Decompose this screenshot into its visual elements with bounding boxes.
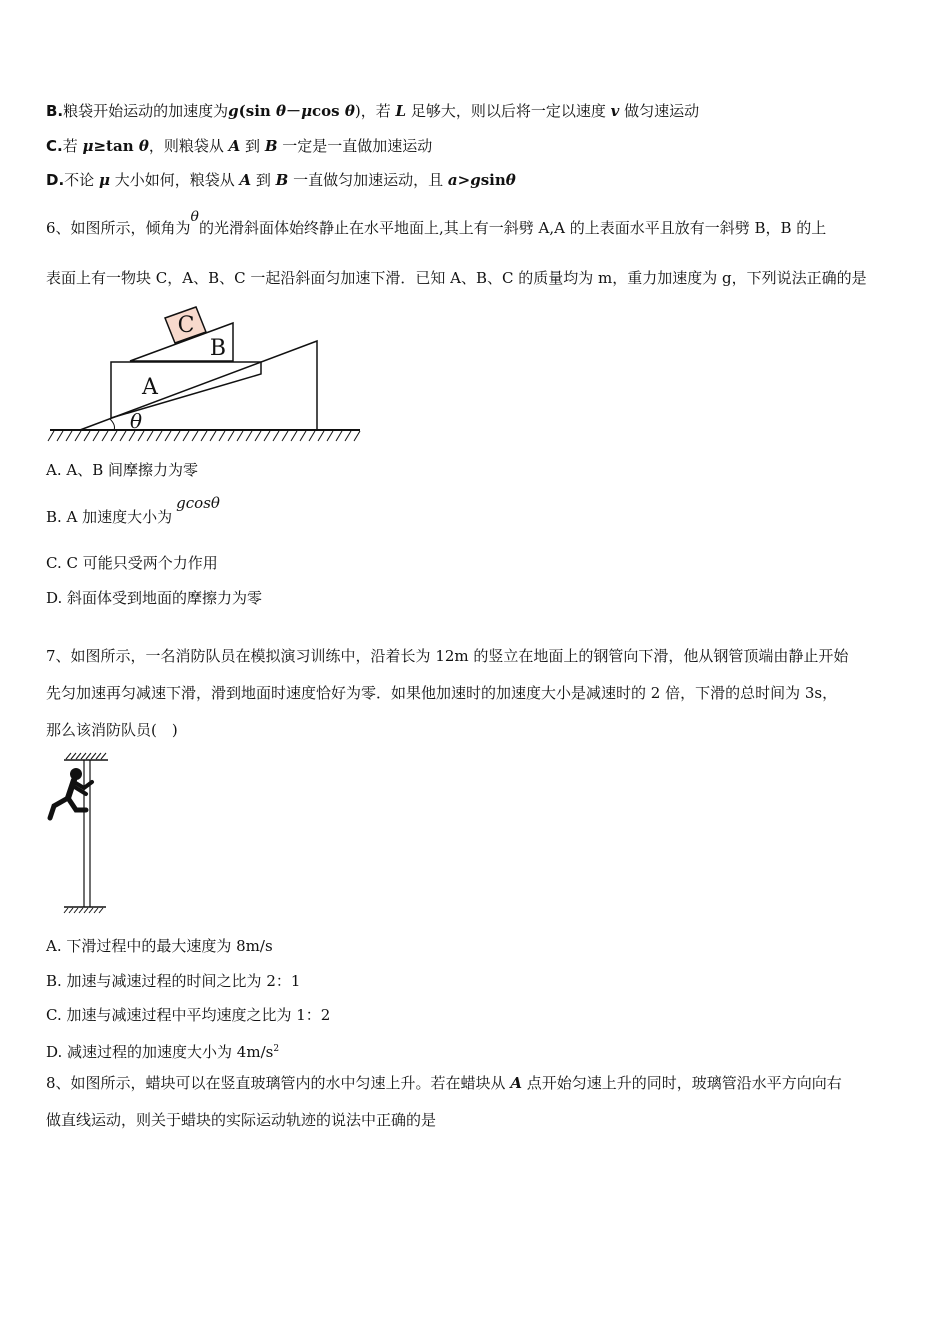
angle-arc bbox=[110, 419, 115, 430]
q6-stem-line1: 6、如图所示，倾角为θ的光滑斜面体始终静止在水平地面上,其上有一斜劈 A,A 的上表面水平且放有一斜劈 B，B 的上 bbox=[46, 209, 827, 237]
q6-option-b: B. A 加速度大小为gcosθ bbox=[46, 494, 220, 526]
q7-option-c: C. 加速与减速过程中平均速度之比为 1：2 bbox=[46, 1006, 331, 1024]
ground-hatch bbox=[48, 431, 360, 441]
q7-option-a: A. 下滑过程中的最大速度为 8m/s bbox=[46, 937, 273, 955]
q5-option-d: D.不论 μ 大小如何，粮袋从 A 到 B 一直做匀加速运动，且 a>gsinθ bbox=[46, 171, 516, 189]
ceiling-hatch bbox=[66, 753, 106, 759]
q7-stem-line1: 7、如图所示，一名消防队员在模拟演习训练中，沿着长为 12m 的竖立在地面上的钢管向下滑，他从钢管顶端由静止开始 bbox=[46, 647, 849, 665]
q5-option-c: C.若 μ≥tan θ，则粮袋从 A 到 B 一定是一直做加速运动 bbox=[46, 137, 433, 155]
q7-option-d: D. 减速过程的加速度大小为 $4m/s^2$ bbox=[46, 1043, 280, 1061]
firefighter-person bbox=[50, 768, 92, 818]
q6-incline-figure bbox=[46, 298, 366, 448]
label-b: B bbox=[209, 336, 227, 361]
label-a: A bbox=[142, 375, 158, 400]
q6-option-d: D. 斜面体受到地面的摩擦力为零 bbox=[46, 589, 263, 607]
theta-symbol: θ bbox=[190, 209, 199, 225]
q8-stem-line2: 做直线运动，则关于蜡块的实际运动轨迹的说法中正确的是 bbox=[46, 1111, 437, 1129]
q6-option-c: C. C 可能只受两个力作用 bbox=[46, 554, 218, 572]
q7-stem-line2: 先匀加速再匀减速下滑，滑到地面时速度恰好为零．如果他加速时的加速度大小是减速时的 2 倍，下滑的总时间为 3s， bbox=[46, 684, 838, 702]
label-c: C bbox=[177, 313, 195, 338]
q7-firefighter-figure bbox=[46, 752, 116, 916]
q6-stem-line2: 表面上有一物块 C，A、B、C 一起沿斜面匀加速下滑．已知 A、B、C 的质量均为 m，重力加速度为 g，下列说法正确的是 bbox=[46, 269, 867, 287]
q5-option-b: B.粮袋开始运动的加速度为g(sin θ－μcos θ)，若 L 足够大，则以后将一定以速度 v 做匀速运动 bbox=[46, 102, 700, 120]
formula-gcos-theta: gcosθ bbox=[176, 494, 220, 512]
label-theta: θ bbox=[129, 409, 143, 433]
q8-stem-line1: 8、如图所示，蜡块可以在竖直玻璃管内的水中匀速上升。若在蜡块从 A 点开始匀速上升的同时，玻璃管沿水平方向向右 bbox=[46, 1074, 842, 1092]
q6-option-a: A. A、B 间摩擦力为零 bbox=[46, 461, 198, 479]
q7-option-b: B. 加速与减速过程的时间之比为 2：1 bbox=[46, 972, 301, 990]
floor-hatch bbox=[64, 908, 103, 913]
q7-stem-line3: 那么该消防队员( ) bbox=[46, 721, 178, 739]
